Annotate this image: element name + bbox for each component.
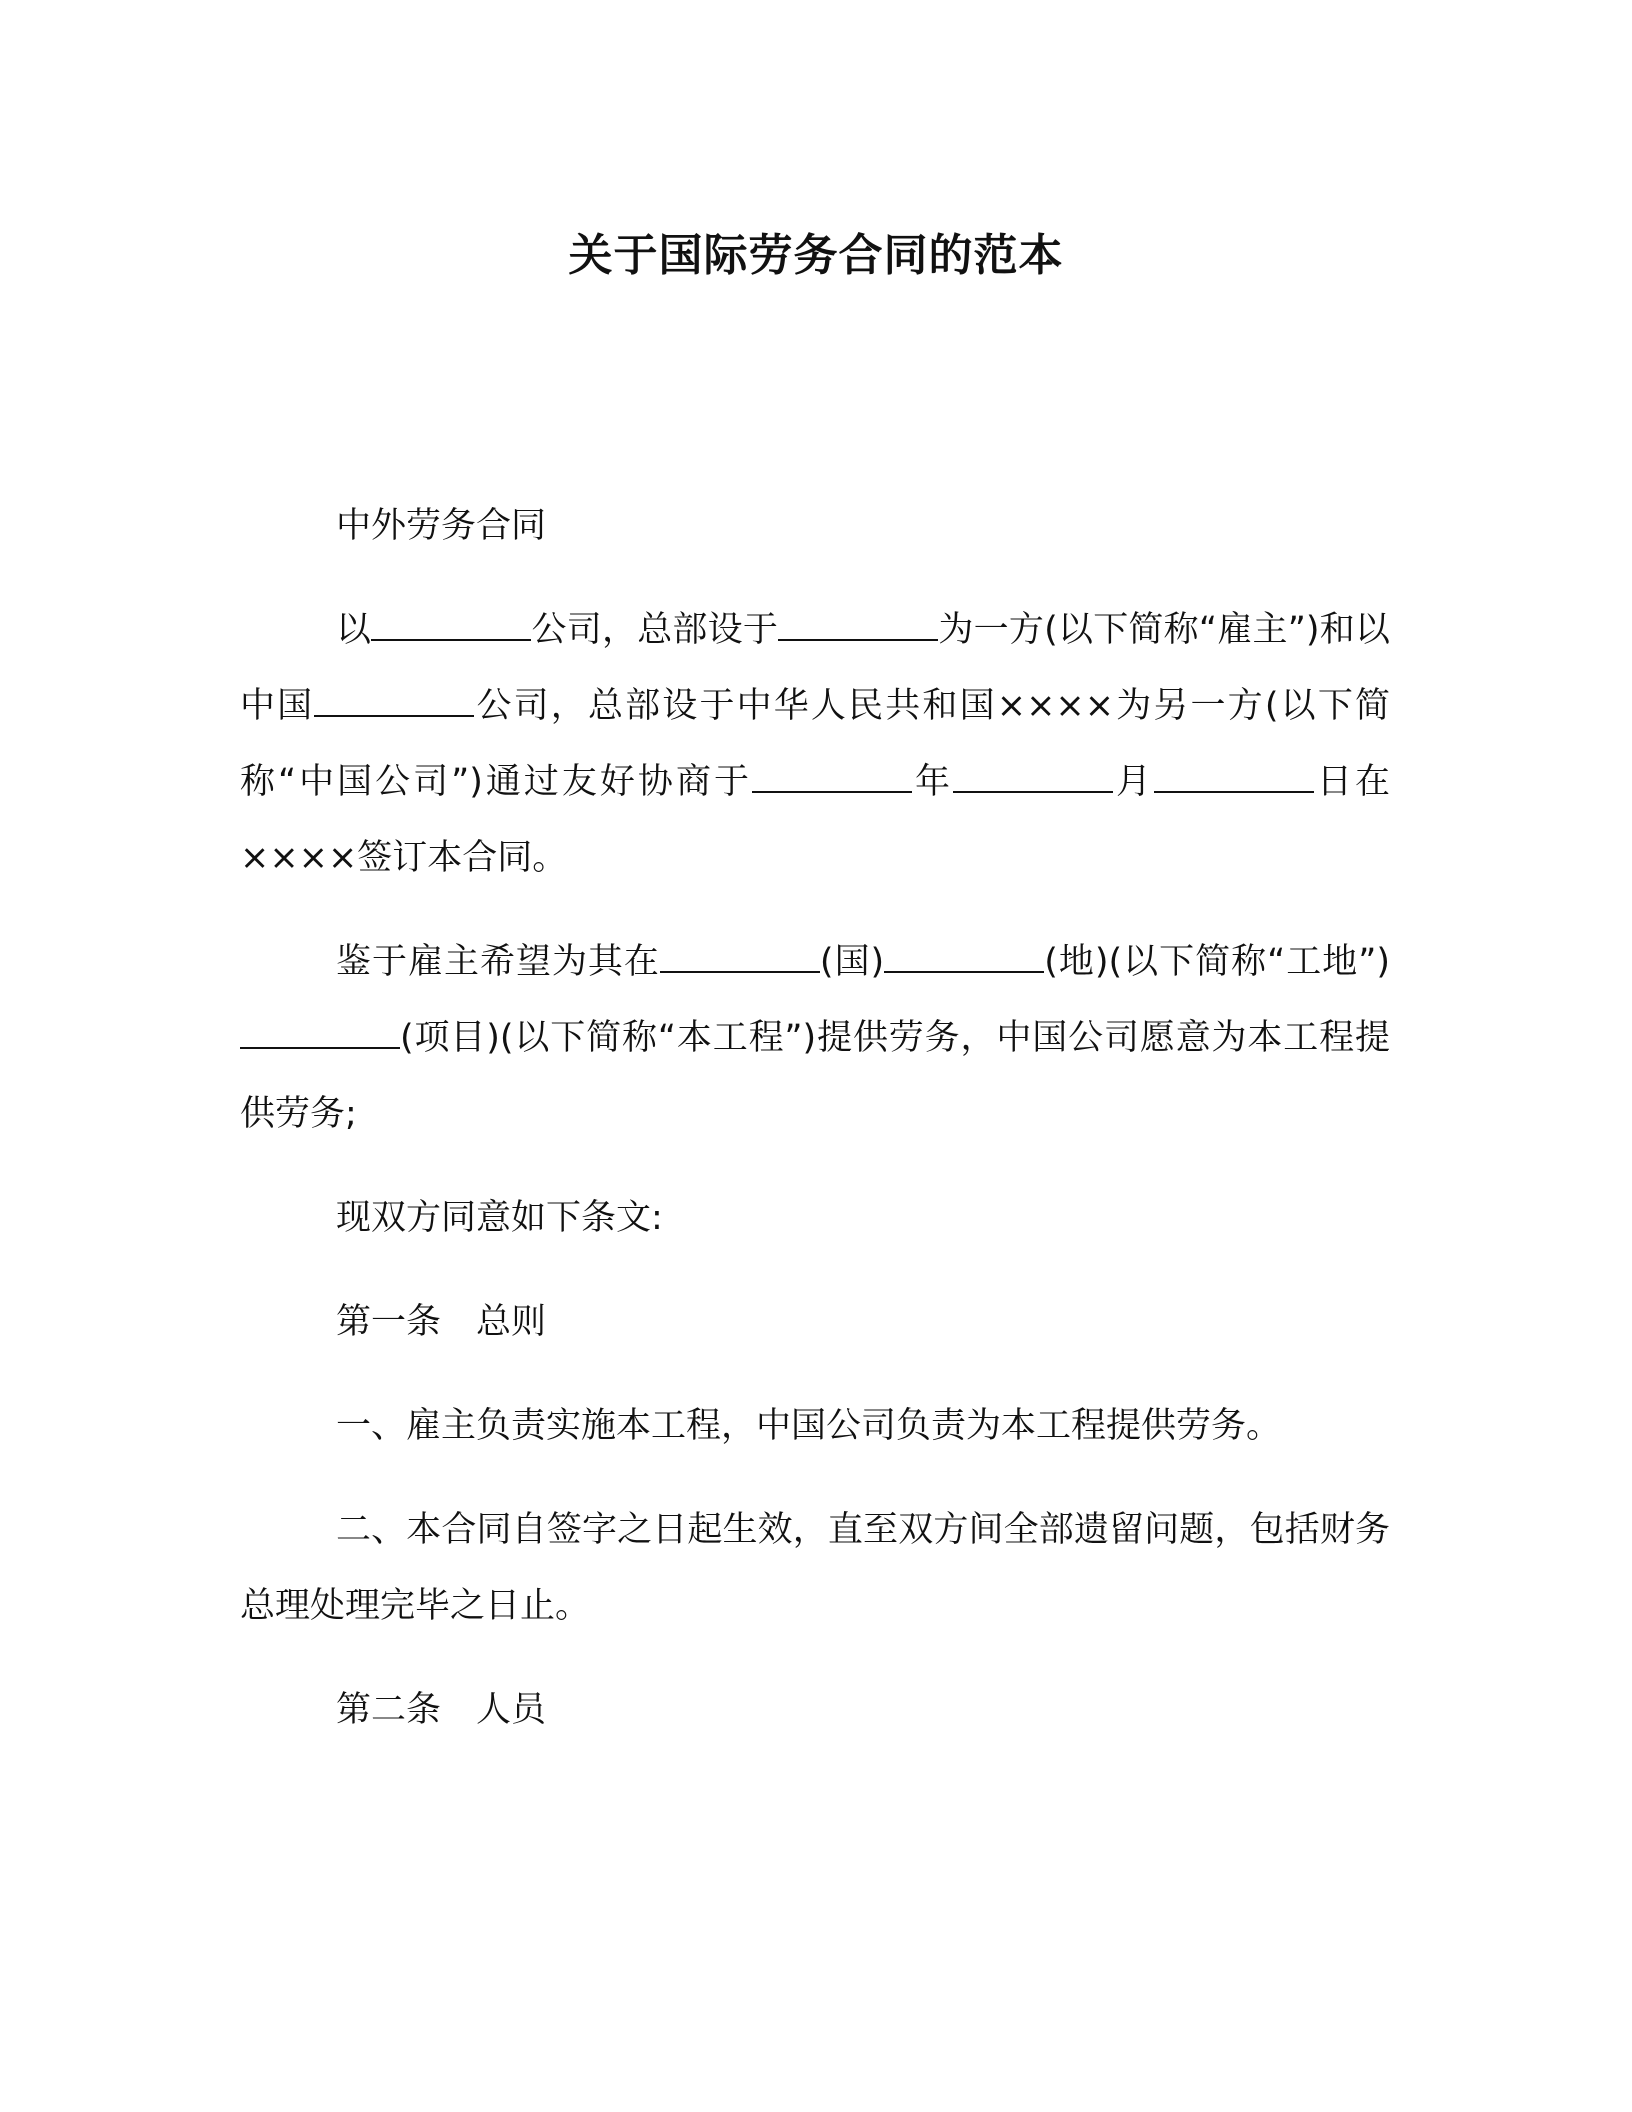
text-segment: 公司，总部设于中华人民共和国××××为另一方(以下简称“中国公司”)通过友好协商于	[240, 686, 1390, 802]
blank-location[interactable]	[884, 941, 1044, 973]
document-body	[240, 488, 1390, 1748]
text-segment: 鉴于雇主希望为其在	[336, 942, 660, 982]
text-segment: 年	[911, 762, 953, 802]
article-1-item-2: 二、本合同自签字之日起生效，直至双方间全部遗留问题，包括财务总理处理完毕之日止。	[240, 1510, 1390, 1626]
text-segment: 日在××××签订本合同。	[240, 762, 1390, 878]
text-segment: (国)	[819, 942, 885, 982]
blank-country[interactable]	[660, 941, 820, 973]
text-segment: 为一方(以下简称“雇主”)和以中国	[240, 610, 1390, 726]
text-segment: (项目)(以下简称“本工程”)提供劳务，中国公司愿意为本工程提供劳务;	[240, 1018, 1390, 1134]
paragraph-parties	[240, 592, 1390, 896]
article-1-heading: 第一条 总则	[336, 1302, 547, 1342]
paragraph-agreement: 现双方同意如下条文:	[336, 1198, 663, 1238]
blank-day[interactable]	[1154, 761, 1314, 793]
blank-project[interactable]	[240, 1017, 400, 1049]
text-segment: (地)(以下简称“工地”)	[1044, 942, 1390, 982]
contract-heading: 中外劳务合同	[336, 506, 547, 546]
text-segment: 以	[336, 610, 372, 650]
text-segment: 月	[1112, 762, 1154, 802]
blank-company-name[interactable]	[371, 609, 531, 641]
blank-headquarters[interactable]	[778, 609, 938, 641]
document-title: 关于国际劳务合同的范本	[568, 230, 1064, 281]
text-segment: 公司，总部设于	[531, 610, 779, 650]
blank-chinese-company[interactable]	[314, 685, 474, 717]
article-2-heading: 第二条 人员	[336, 1690, 547, 1730]
paragraph-whereas	[240, 924, 1390, 1152]
blank-month[interactable]	[953, 761, 1113, 793]
article-1-item-1: 一、雇主负责实施本工程，中国公司负责为本工程提供劳务。	[336, 1406, 1282, 1446]
blank-year[interactable]	[752, 761, 912, 793]
